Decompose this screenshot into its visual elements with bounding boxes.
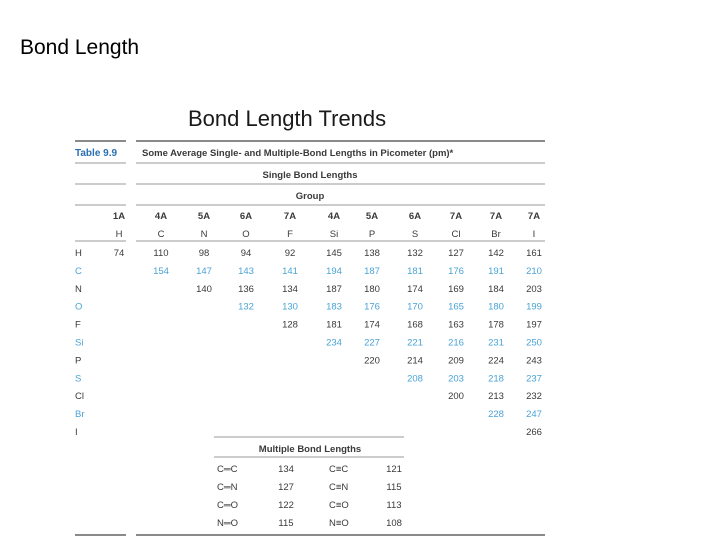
bond-length-cell: 247 xyxy=(526,409,542,421)
group-label: 1A xyxy=(112,211,126,222)
bond-length-cell: 187 xyxy=(326,283,342,295)
row-label: Si xyxy=(75,337,84,349)
slide-title: Bond Length xyxy=(20,36,140,59)
element-label: Br xyxy=(491,229,501,240)
bond-length-cell: 94 xyxy=(240,248,252,259)
group-label: 6A xyxy=(239,211,253,222)
group-label: 5A xyxy=(365,211,379,222)
bond-length-cell: 92 xyxy=(284,248,296,259)
bond-length-cell: 140 xyxy=(196,283,212,295)
group-label: 4A xyxy=(154,211,168,222)
row-label: C xyxy=(75,265,82,277)
bond-length-cell: 216 xyxy=(448,337,464,349)
multiple-bond-length: 127 xyxy=(278,482,294,493)
bond-length-cell: 243 xyxy=(526,355,542,367)
figure-title: Bond Length Trends xyxy=(188,106,387,131)
bond-length-cell: 203 xyxy=(448,373,464,385)
element-label: S xyxy=(411,229,419,240)
element-label: Cl xyxy=(451,229,461,240)
table-caption: Some Average Single- and Multiple-Bond Lengths in Picometer (pm)* xyxy=(142,148,454,159)
bond-length-cell: 250 xyxy=(526,337,542,349)
multiple-bond-length: 113 xyxy=(386,500,402,511)
multiple-bond-length: 115 xyxy=(386,482,402,493)
multiple-bond-name: C═C xyxy=(217,464,238,475)
bond-length-cell: 136 xyxy=(238,283,254,295)
multiple-bond-length: 121 xyxy=(386,464,402,475)
bond-length-cell: 227 xyxy=(364,337,380,349)
multiple-bond-name: C═N xyxy=(217,482,238,493)
row-label: Br xyxy=(75,409,85,421)
bond-length-cell: 184 xyxy=(488,283,504,295)
element-label: N xyxy=(200,229,208,240)
bond-length-cell: 134 xyxy=(282,283,298,295)
multiple-bond-name: C═O xyxy=(217,500,238,511)
bond-length-cell: 231 xyxy=(488,337,504,349)
bond-length-cell: 203 xyxy=(526,283,542,295)
bond-length-cell: 220 xyxy=(364,355,380,367)
multiple-bond-name: C≡C xyxy=(329,464,349,475)
bond-length-cell: 168 xyxy=(407,319,423,331)
bond-length-cell: 132 xyxy=(407,248,423,259)
bond-length-cell: 128 xyxy=(282,319,298,331)
bond-length-cell: 174 xyxy=(407,283,423,295)
bond-length-cell: 194 xyxy=(326,265,342,277)
bond-length-cell: 145 xyxy=(326,248,342,259)
element-label: I xyxy=(532,229,536,240)
multiple-bond-name: N═O xyxy=(217,518,238,529)
multiple-bond-name: N≡O xyxy=(329,518,349,529)
bond-length-cell: 197 xyxy=(526,319,542,331)
bond-length-cell: 228 xyxy=(488,409,504,421)
group-label: 7A xyxy=(489,211,503,222)
bond-length-cell: 181 xyxy=(407,265,423,277)
bond-length-cell: 208 xyxy=(407,373,423,385)
single-bond-header: Single Bond Lengths xyxy=(262,170,358,181)
table-label: Table 9.9 xyxy=(75,148,118,159)
bond-length-cell: 169 xyxy=(448,283,464,295)
bond-length-cell: 127 xyxy=(448,248,464,259)
bond-length-cell: 176 xyxy=(448,265,464,277)
bond-length-cell: 154 xyxy=(153,265,169,277)
element-label: P xyxy=(368,229,376,240)
row-label: S xyxy=(75,373,82,385)
bond-length-cell: 143 xyxy=(238,265,254,277)
row-label: F xyxy=(75,319,81,331)
bond-length-cell: 130 xyxy=(282,301,298,313)
table-body xyxy=(75,211,542,529)
bond-length-cell: 165 xyxy=(448,301,464,313)
element-label: O xyxy=(242,229,250,240)
bond-length-cell: 213 xyxy=(488,391,504,403)
element-label: C xyxy=(157,229,165,240)
bond-length-cell: 181 xyxy=(326,319,342,331)
bond-length-cell: 199 xyxy=(526,301,542,313)
row-label: H xyxy=(75,248,82,259)
bond-length-cell: 74 xyxy=(113,248,125,259)
bond-length-cell: 141 xyxy=(282,265,298,277)
multiple-bond-name: C≡N xyxy=(329,482,349,493)
bond-length-cell: 209 xyxy=(448,355,464,367)
multiple-bond-length: 134 xyxy=(278,464,294,475)
bond-length-cell: 174 xyxy=(364,319,380,331)
bond-length-cell: 200 xyxy=(448,391,464,403)
multiple-bond-length: 122 xyxy=(278,500,294,511)
element-label: F xyxy=(287,229,293,240)
group-label: 6A xyxy=(408,211,422,222)
bond-length-cell: 138 xyxy=(364,248,380,259)
bond-length-cell: 142 xyxy=(488,248,504,259)
bond-length-cell: 234 xyxy=(326,337,342,349)
group-label: 7A xyxy=(283,211,297,222)
bond-length-cell: 161 xyxy=(526,248,542,259)
element-label: Si xyxy=(329,229,339,240)
bond-length-cell: 110 xyxy=(153,248,169,259)
multiple-bond-name: C≡O xyxy=(329,500,349,511)
bond-length-cell: 221 xyxy=(407,337,423,349)
bond-length-cell: 214 xyxy=(407,355,423,367)
bond-length-cell: 266 xyxy=(526,427,542,438)
bond-length-cell: 178 xyxy=(488,319,504,331)
bond-length-cell: 98 xyxy=(198,248,210,259)
bond-length-cell: 237 xyxy=(526,373,542,385)
group-label: 4A xyxy=(327,211,341,222)
multiple-bond-header: Multiple Bond Lengths xyxy=(258,444,362,455)
bond-length-cell: 180 xyxy=(488,301,504,313)
group-header: Group xyxy=(295,191,325,202)
bond-length-cell: 210 xyxy=(526,265,542,277)
multiple-bond-length: 108 xyxy=(386,518,402,529)
bond-length-cell: 191 xyxy=(488,265,504,277)
bond-length-cell: 170 xyxy=(407,301,423,313)
bond-length-cell: 187 xyxy=(364,265,380,277)
row-label: N xyxy=(75,283,82,295)
bond-length-cell: 183 xyxy=(326,301,342,313)
group-label: 7A xyxy=(449,211,463,222)
row-label: O xyxy=(75,301,83,313)
row-label: Cl xyxy=(75,391,84,403)
bond-length-cell: 132 xyxy=(238,301,254,313)
row-label: P xyxy=(75,355,82,367)
multiple-bond-length: 115 xyxy=(278,518,294,529)
bond-length-cell: 176 xyxy=(364,301,380,313)
bond-length-cell: 147 xyxy=(196,265,212,277)
group-label: 5A xyxy=(197,211,211,222)
element-label: H xyxy=(115,229,123,240)
row-label: I xyxy=(75,427,78,438)
bond-length-cell: 232 xyxy=(526,391,542,403)
bond-length-cell: 224 xyxy=(488,355,504,367)
bond-length-cell: 218 xyxy=(488,373,504,385)
bond-length-cell: 163 xyxy=(448,319,464,331)
group-label: 7A xyxy=(527,211,541,222)
bond-length-cell: 180 xyxy=(364,283,380,295)
